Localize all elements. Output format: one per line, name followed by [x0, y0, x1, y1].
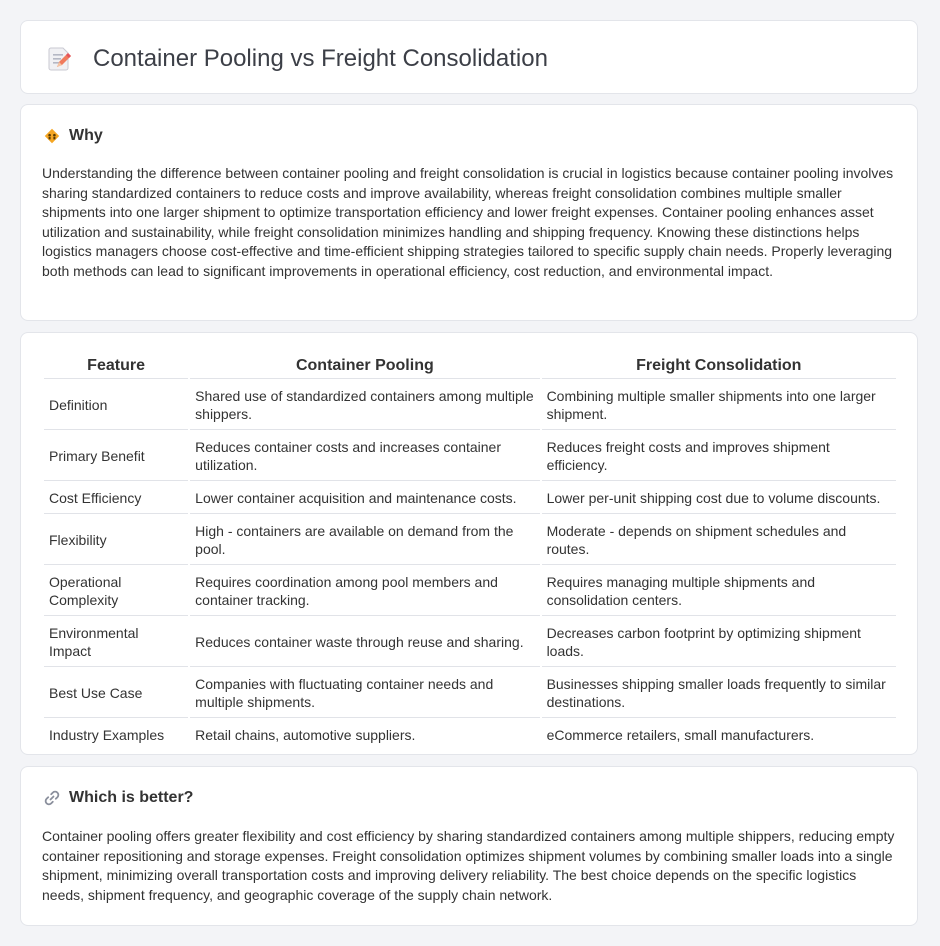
container-pooling-cell: Retail chains, automotive suppliers. — [195, 727, 416, 743]
link-icon — [43, 789, 61, 807]
container-pooling-cell: Companies with fluctuating container needs and multiple shipments. — [190, 667, 539, 718]
title-card — [20, 20, 918, 94]
table-row — [44, 667, 896, 718]
memo-pencil-icon — [47, 46, 73, 72]
table-header-row — [44, 353, 896, 379]
better-header — [43, 789, 193, 807]
better-body: Container pooling offers greater flexibility and cost efficiency by sharing standardized containers among multiple shippers, reducing empty container repositioning and storage expenses. Freight consolidation optimizes shipment volumes by combining smaller loads into a single shipment, minimizing overall transportation costs and improving delivery reliability. The best choice depends on the specific logistics needs, shipment frequency, and geographic coverage of the supply chain network. — [42, 828, 895, 903]
comparison-table — [42, 353, 898, 750]
why-body: Understanding the difference between container pooling and freight consolidation is crucial in logistics because container pooling involves sharing standardized containers to reduce costs and improve availability, whereas freight consolidation combines multiple smaller shipments into one larger shipment to optimize transportation efficiency and lower freight expenses. Container pooling enhances asset utilization and sustainability, while freight consolidation minimizes handling and shipping frequency. Knowing these distinctions helps logistics managers choose cost-effective and time-efficient shipping strategies tailored to specific supply chain needs. Properly leveraging both methods can lead to significant improvements in operational efficiency, cost reduction, and environmental impact. — [42, 165, 894, 279]
which-is-better-card — [20, 766, 918, 926]
why-header — [43, 127, 103, 145]
freight-consolidation-cell: Businesses shipping smaller loads frequently to similar destinations. — [542, 667, 896, 718]
feature-cell: Definition — [44, 379, 188, 430]
column-header-container-pooling: Container Pooling — [190, 353, 539, 379]
container-pooling-cell: Shared use of standardized containers among multiple shippers. — [190, 379, 539, 430]
freight-consolidation-cell: Reduces freight costs and improves shipment efficiency. — [542, 430, 896, 481]
table-row — [44, 616, 896, 667]
feature-cell: Environmental Impact — [44, 616, 188, 667]
column-header-freight-consolidation: Freight Consolidation — [542, 353, 896, 379]
container-pooling-cell: Lower container acquisition and maintenance costs. — [190, 481, 539, 514]
why-heading: Why — [69, 127, 103, 144]
comparison-card — [20, 332, 918, 755]
freight-consolidation-cell: Moderate - depends on shipment schedules and routes. — [542, 514, 896, 565]
column-header-feature: Feature — [44, 353, 188, 379]
feature-cell: Primary Benefit — [44, 430, 188, 481]
table-row — [44, 430, 896, 481]
freight-consolidation-cell: Lower per-unit shipping cost due to volume discounts. — [542, 481, 896, 514]
container-pooling-cell: Requires coordination among pool members and container tracking. — [190, 565, 539, 616]
table-row — [44, 565, 896, 616]
table-row — [44, 379, 896, 430]
table-row — [44, 718, 896, 750]
better-heading: Which is better? — [69, 789, 194, 806]
feature-cell: Cost Efficiency — [44, 481, 188, 514]
freight-consolidation-cell: Decreases carbon footprint by optimizing shipment loads. — [542, 616, 896, 667]
feature-cell: Best Use Case — [44, 667, 188, 718]
page-title: Container Pooling vs Freight Consolidation — [93, 45, 548, 72]
feature-cell: Industry Examples — [49, 727, 165, 743]
diamond-sign-icon — [43, 127, 61, 145]
freight-consolidation-cell: Combining multiple smaller shipments into one larger shipment. — [542, 379, 896, 430]
table-row — [44, 514, 896, 565]
container-pooling-cell: Reduces container waste through reuse and sharing. — [190, 616, 539, 667]
container-pooling-cell: High - containers are available on demand from the pool. — [190, 514, 539, 565]
container-pooling-cell: Reduces container costs and increases container utilization. — [190, 430, 539, 481]
title-row — [47, 45, 548, 73]
freight-consolidation-cell: eCommerce retailers, small manufacturers. — [546, 727, 815, 743]
table-row — [44, 481, 896, 514]
feature-cell: Flexibility — [44, 514, 188, 565]
why-card — [20, 104, 918, 321]
freight-consolidation-cell: Requires managing multiple shipments and consolidation centers. — [542, 565, 896, 616]
feature-cell: Operational Complexity — [44, 565, 188, 616]
